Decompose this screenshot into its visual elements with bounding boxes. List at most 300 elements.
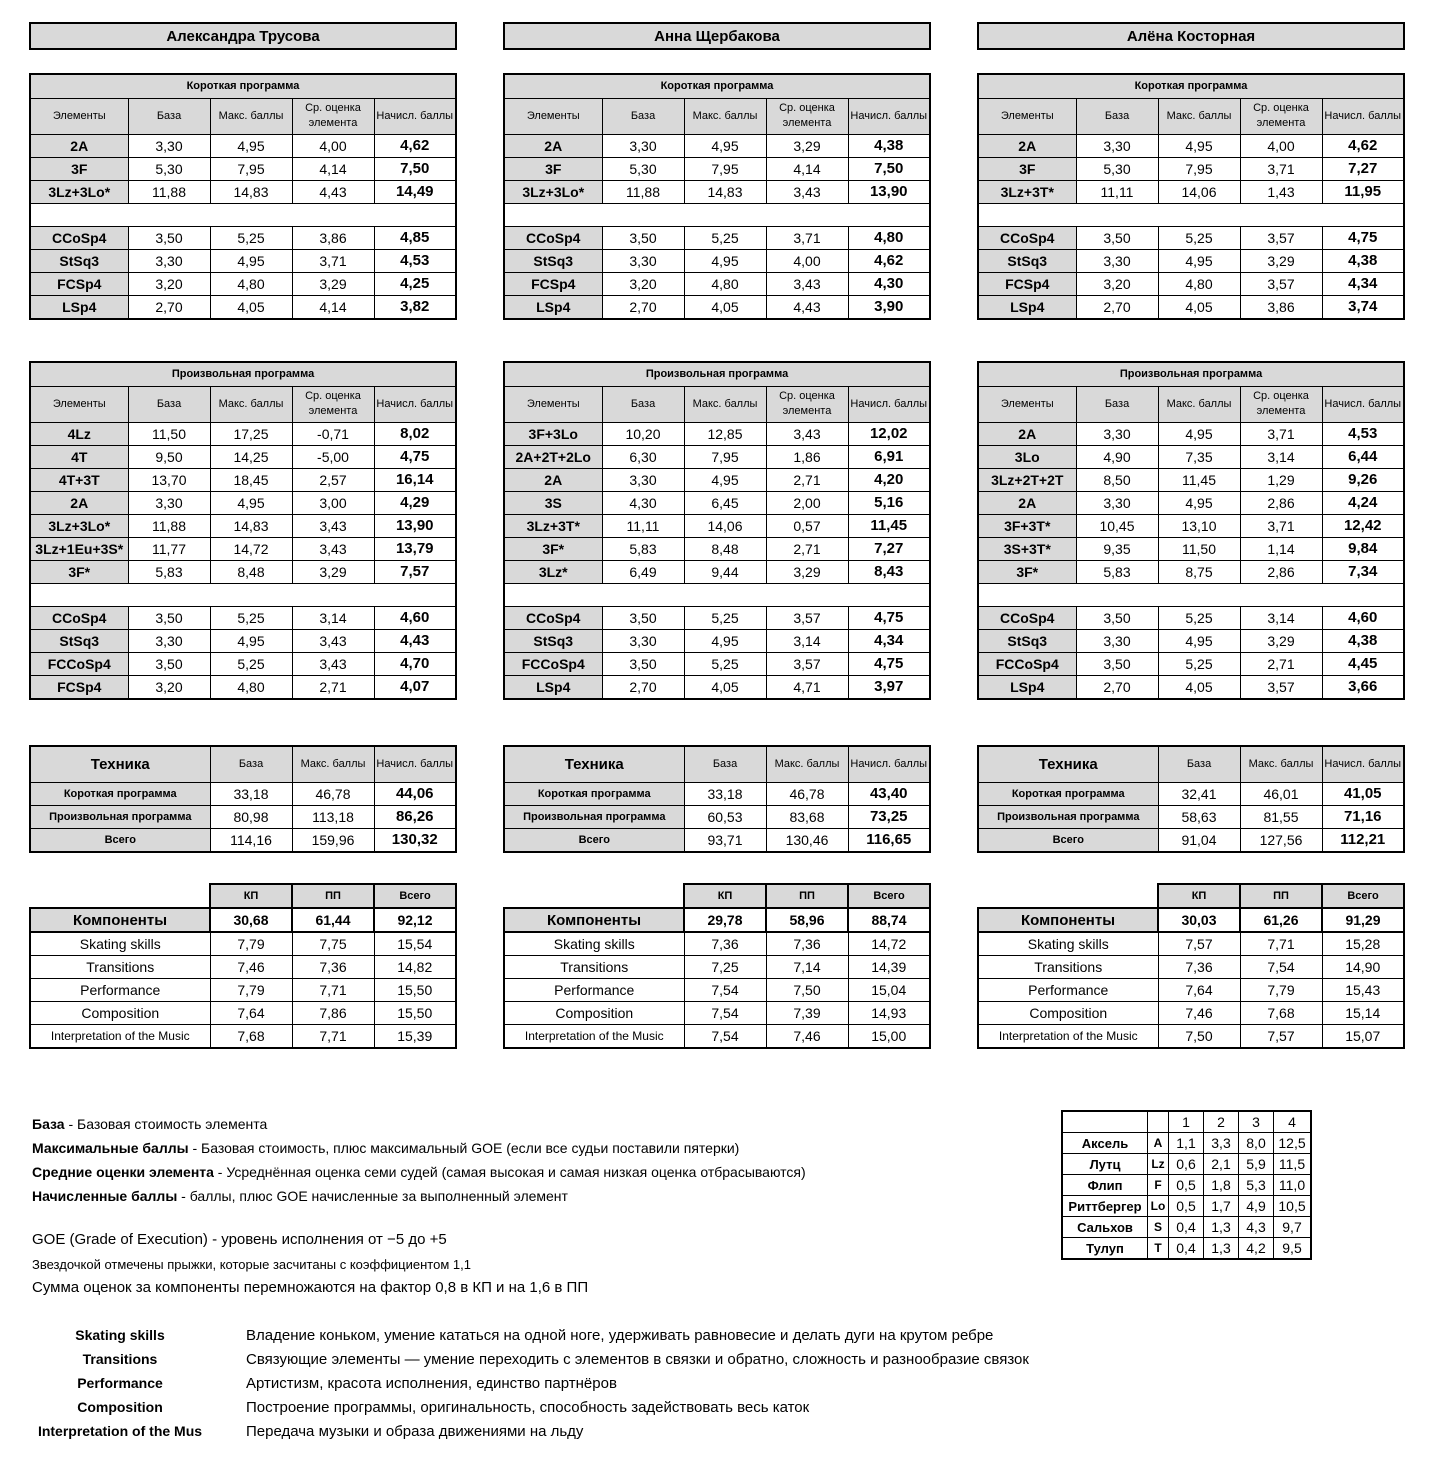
factor-note: Сумма оценок за компоненты перемножаются на фактор 0,8 в КП и на 1,6 в ПП	[32, 1279, 589, 1296]
element-score: 11,95	[1322, 180, 1404, 203]
element-max: 12,85	[684, 422, 766, 445]
col-max-header: Макс. баллы	[210, 386, 292, 422]
col-base-header: База	[684, 746, 766, 782]
col-elements-header: Элементы	[30, 98, 128, 134]
col-score-header: Начисл. баллы	[1322, 746, 1404, 782]
tech-row	[978, 805, 1404, 828]
blank-cell	[1062, 1111, 1148, 1133]
element-base: 3,50	[602, 652, 684, 675]
element-base: 3,20	[602, 272, 684, 295]
component-label: Performance	[30, 979, 210, 1002]
element-row	[30, 295, 456, 319]
element-avg: 1,29	[1240, 468, 1322, 491]
element-score: 4,25	[374, 272, 456, 295]
element-code: StSq3	[504, 629, 602, 652]
element-code: LSp4	[504, 675, 602, 699]
legend-avg: Средние оценки элемента - Усреднённая оценка семи судей (самая высокая и самая низкая оценка отбрасываются)	[32, 1164, 806, 1180]
element-max: 4,80	[1158, 272, 1240, 295]
element-score: 4,53	[1322, 422, 1404, 445]
col-base-header: База	[128, 98, 210, 134]
tech-row	[30, 805, 456, 828]
tech-base: 58,63	[1158, 805, 1240, 828]
element-avg: 3,57	[1240, 226, 1322, 249]
element-score: 7,34	[1322, 560, 1404, 583]
comp-total-all: 88,74	[848, 908, 930, 932]
tech-base: 114,16	[210, 828, 292, 852]
element-avg: 3,14	[1240, 445, 1322, 468]
col-avg-header: Ср. оценка элемента	[292, 98, 374, 134]
jump-base-value: 0,4	[1169, 1238, 1204, 1260]
components-table	[29, 883, 457, 1049]
col-max-header: Макс. баллы	[1158, 98, 1240, 134]
element-max: 4,80	[684, 272, 766, 295]
element-avg: 3,43	[292, 629, 374, 652]
component-fp: 7,14	[766, 956, 848, 979]
tech-label: Всего	[504, 828, 684, 852]
element-base: 3,50	[128, 606, 210, 629]
element-base: 2,70	[128, 295, 210, 319]
element-row	[978, 295, 1404, 319]
components-table	[503, 883, 931, 1049]
col-elements-header: Элементы	[504, 98, 602, 134]
element-code: 2A	[30, 491, 128, 514]
component-fp: 7,71	[1240, 932, 1322, 956]
element-code: LSp4	[978, 675, 1076, 699]
jump-base-value: 1,3	[1204, 1238, 1239, 1260]
element-score: 4,80	[848, 226, 930, 249]
element-score: 8,02	[374, 422, 456, 445]
element-code: 2A+2T+2Lo	[504, 445, 602, 468]
tech-score: 112,21	[1322, 828, 1404, 852]
component-cp: 7,36	[684, 932, 766, 956]
element-base: 5,30	[1076, 157, 1158, 180]
element-max: 4,05	[1158, 295, 1240, 319]
component-total: 15,43	[1322, 979, 1404, 1002]
element-max: 5,25	[1158, 226, 1240, 249]
element-avg: -5,00	[292, 445, 374, 468]
component-cp: 7,54	[684, 1025, 766, 1049]
component-cp: 7,36	[1158, 956, 1240, 979]
element-avg: 4,00	[766, 249, 848, 272]
tech-table	[29, 745, 457, 853]
tech-max: 46,78	[766, 782, 848, 805]
component-row	[504, 932, 930, 956]
element-avg: 2,71	[766, 537, 848, 560]
element-avg: 1,14	[1240, 537, 1322, 560]
component-total: 15,54	[374, 932, 456, 956]
jump-base-value: 11,5	[1274, 1154, 1312, 1175]
element-avg: 3,57	[1240, 272, 1322, 295]
element-row	[978, 606, 1404, 629]
element-avg: 2,71	[1240, 652, 1322, 675]
component-desc	[0, 1423, 1433, 1447]
element-row	[30, 629, 456, 652]
element-base: 6,49	[602, 560, 684, 583]
element-code: StSq3	[30, 249, 128, 272]
element-max: 7,95	[1158, 157, 1240, 180]
element-row	[978, 180, 1404, 203]
element-max: 4,05	[684, 295, 766, 319]
element-max: 4,05	[1158, 675, 1240, 699]
col-base-header: База	[602, 386, 684, 422]
element-code: CCoSp4	[504, 226, 602, 249]
element-score: 4,60	[374, 606, 456, 629]
jump-abbr: S	[1148, 1217, 1169, 1238]
col-avg-header: Ср. оценка элемента	[292, 386, 374, 422]
col-base-header: База	[210, 746, 292, 782]
element-base: 13,70	[128, 468, 210, 491]
rotation-header: 1	[1169, 1111, 1204, 1133]
jump-base-value: 0,4	[1169, 1217, 1204, 1238]
col-max-header: Макс. баллы	[292, 746, 374, 782]
element-row	[30, 468, 456, 491]
element-code: LSp4	[504, 295, 602, 319]
tech-max: 159,96	[292, 828, 374, 852]
component-desc-term: Transitions	[82, 1351, 158, 1367]
component-cp: 7,54	[684, 979, 766, 1002]
element-max: 14,83	[684, 180, 766, 203]
element-base: 4,30	[602, 491, 684, 514]
col-score-header: Начисл. баллы	[848, 746, 930, 782]
element-avg: 2,86	[1240, 491, 1322, 514]
tech-row	[504, 805, 930, 828]
element-row	[978, 226, 1404, 249]
jump-base-value: 1,3	[1204, 1217, 1239, 1238]
component-cp: 7,57	[1158, 932, 1240, 956]
legend	[32, 1112, 806, 1208]
element-code: 3F*	[978, 560, 1076, 583]
component-total: 15,39	[374, 1025, 456, 1049]
component-row	[978, 932, 1404, 956]
element-base: 3,30	[602, 134, 684, 157]
jump-row	[1062, 1133, 1311, 1154]
element-code: FCSp4	[30, 675, 128, 699]
component-cp: 7,64	[1158, 979, 1240, 1002]
element-row	[30, 272, 456, 295]
element-avg: 3,29	[1240, 629, 1322, 652]
separator-row	[504, 203, 930, 226]
component-desc	[0, 1399, 1433, 1423]
short-program-table	[503, 73, 931, 320]
element-row	[978, 468, 1404, 491]
jump-base-value: 0,5	[1169, 1175, 1204, 1196]
col-base-header: База	[1076, 98, 1158, 134]
col-score-header: Начисл. баллы	[1322, 98, 1404, 134]
star-note: Звездочкой отмечены прыжки, которые засчитаны с коэффициентом 1,1	[32, 1257, 471, 1272]
element-avg: 2,86	[1240, 560, 1322, 583]
jump-base-value: 9,7	[1274, 1217, 1312, 1238]
element-max: 5,25	[684, 226, 766, 249]
element-avg: 4,14	[766, 157, 848, 180]
element-avg: 3,71	[1240, 514, 1322, 537]
element-code: 2A	[978, 134, 1076, 157]
program-title: Короткая программа	[978, 74, 1404, 98]
element-base: 3,30	[1076, 629, 1158, 652]
element-score: 4,07	[374, 675, 456, 699]
element-row	[30, 537, 456, 560]
element-base: 3,20	[1076, 272, 1158, 295]
element-base: 3,50	[1076, 652, 1158, 675]
component-cp: 7,68	[210, 1025, 292, 1049]
element-row	[504, 629, 930, 652]
component-label: Skating skills	[504, 932, 684, 956]
element-base: 3,30	[602, 468, 684, 491]
element-score: 7,57	[374, 560, 456, 583]
comp-total-cp: 29,78	[684, 908, 766, 932]
element-code: 2A	[504, 134, 602, 157]
element-score: 9,26	[1322, 468, 1404, 491]
element-base: 10,45	[1076, 514, 1158, 537]
tech-row	[504, 828, 930, 852]
element-max: 11,50	[1158, 537, 1240, 560]
element-score: 9,84	[1322, 537, 1404, 560]
rotation-header: 4	[1274, 1111, 1312, 1133]
element-code: StSq3	[30, 629, 128, 652]
component-total: 15,28	[1322, 932, 1404, 956]
col-elements-header: Элементы	[504, 386, 602, 422]
col-base-header: База	[128, 386, 210, 422]
element-score: 4,45	[1322, 652, 1404, 675]
element-code: 2A	[978, 491, 1076, 514]
blank-cell	[30, 884, 210, 908]
element-row	[504, 295, 930, 319]
component-total: 14,93	[848, 1002, 930, 1025]
component-total: 15,00	[848, 1025, 930, 1049]
component-total: 15,14	[1322, 1002, 1404, 1025]
component-cp: 7,79	[210, 979, 292, 1002]
component-row	[504, 1025, 930, 1049]
tech-base: 93,71	[684, 828, 766, 852]
element-base: 5,83	[1076, 560, 1158, 583]
element-avg: 4,71	[766, 675, 848, 699]
jump-base-value: 8,0	[1239, 1133, 1274, 1154]
element-score: 4,43	[374, 629, 456, 652]
element-code: 4T+3T	[30, 468, 128, 491]
element-score: 4,20	[848, 468, 930, 491]
element-max: 5,25	[1158, 606, 1240, 629]
col-avg-header: Ср. оценка элемента	[766, 98, 848, 134]
component-fp: 7,86	[292, 1002, 374, 1025]
jump-base-value: 5,3	[1239, 1175, 1274, 1196]
element-max: 9,44	[684, 560, 766, 583]
component-cp: 7,25	[684, 956, 766, 979]
element-max: 5,25	[1158, 652, 1240, 675]
component-desc	[0, 1351, 1433, 1375]
component-row	[504, 1002, 930, 1025]
component-row	[978, 1002, 1404, 1025]
jump-name: Флип	[1062, 1175, 1148, 1196]
element-code: LSp4	[30, 295, 128, 319]
element-base: 3,20	[128, 675, 210, 699]
element-row	[30, 249, 456, 272]
element-score: 13,90	[848, 180, 930, 203]
element-code: StSq3	[978, 249, 1076, 272]
jump-name: Тулуп	[1062, 1238, 1148, 1260]
element-base: 3,30	[128, 491, 210, 514]
element-avg: 3,14	[292, 606, 374, 629]
component-row	[30, 956, 456, 979]
jump-row	[1062, 1196, 1311, 1217]
element-max: 4,95	[1158, 134, 1240, 157]
element-code: 2A	[30, 134, 128, 157]
free-program-table	[977, 361, 1405, 700]
element-score: 11,45	[848, 514, 930, 537]
comp-total-cp: 30,03	[1158, 908, 1240, 932]
element-score: 12,42	[1322, 514, 1404, 537]
element-avg: 3,43	[292, 652, 374, 675]
element-code: 3Lz+3T*	[504, 514, 602, 537]
tech-score: 71,16	[1322, 805, 1404, 828]
element-base: 3,50	[602, 226, 684, 249]
component-total: 14,82	[374, 956, 456, 979]
goe-note: GOE (Grade of Execution) - уровень исполнения от −5 до +5	[32, 1231, 447, 1248]
element-avg: 3,29	[766, 134, 848, 157]
element-row	[978, 134, 1404, 157]
element-max: 14,06	[684, 514, 766, 537]
component-desc-text: Связующие элементы — умение переходить с элементов в связки и обратно, сложность и разнообразие связок	[246, 1351, 1029, 1368]
element-max: 4,95	[210, 249, 292, 272]
tech-label: Произвольная программа	[504, 805, 684, 828]
element-row	[504, 606, 930, 629]
element-row	[30, 226, 456, 249]
element-base: 3,50	[1076, 606, 1158, 629]
components-table	[977, 883, 1405, 1049]
tech-label: Произвольная программа	[30, 805, 210, 828]
element-max: 14,83	[210, 514, 292, 537]
jump-row	[1062, 1217, 1311, 1238]
element-row	[504, 134, 930, 157]
element-max: 5,25	[684, 606, 766, 629]
element-code: 3Lz+3Lo*	[30, 180, 128, 203]
jump-base-value: 1,7	[1204, 1196, 1239, 1217]
col-score-header: Начисл. баллы	[374, 746, 456, 782]
element-base: 2,70	[602, 295, 684, 319]
col-avg-header: Ср. оценка элемента	[1240, 386, 1322, 422]
element-max: 11,45	[1158, 468, 1240, 491]
comp-total-cp: 30,68	[210, 908, 292, 932]
component-row	[978, 979, 1404, 1002]
component-label: Composition	[30, 1002, 210, 1025]
element-base: 5,83	[128, 560, 210, 583]
component-label: Skating skills	[30, 932, 210, 956]
jump-base-value: 4,2	[1239, 1238, 1274, 1260]
element-base: 5,30	[128, 157, 210, 180]
element-avg: 4,00	[1240, 134, 1322, 157]
component-total: 14,39	[848, 956, 930, 979]
components-title: Компоненты	[978, 908, 1158, 932]
element-row	[504, 445, 930, 468]
element-max: 14,72	[210, 537, 292, 560]
tech-max: 46,01	[1240, 782, 1322, 805]
element-score: 4,34	[848, 629, 930, 652]
legend-max: Максимальные баллы - Базовая стоимость, плюс максимальный GOE (если все судьи поставили пятерки)	[32, 1140, 740, 1156]
element-max: 5,25	[210, 226, 292, 249]
legend-base: База - Базовая стоимость элемента	[32, 1116, 268, 1132]
jump-abbr: Lo	[1148, 1196, 1169, 1217]
components-title: Компоненты	[504, 908, 684, 932]
element-avg: 3,86	[1240, 295, 1322, 319]
element-code: 2A	[504, 468, 602, 491]
element-code: 3Lz+3Lo*	[504, 180, 602, 203]
element-avg: 3,57	[1240, 675, 1322, 699]
component-desc-text: Передача музыки и образа движениями на льду	[246, 1423, 584, 1440]
jump-base-value: 0,5	[1169, 1196, 1204, 1217]
element-row	[504, 652, 930, 675]
component-cp: 7,46	[210, 956, 292, 979]
component-row	[978, 1025, 1404, 1049]
col-total-header: Всего	[374, 884, 456, 908]
separator-row	[978, 583, 1404, 606]
jump-base-value: 12,5	[1274, 1133, 1312, 1154]
tech-score: 86,26	[374, 805, 456, 828]
tech-row	[30, 782, 456, 805]
rotation-header: 3	[1239, 1111, 1274, 1133]
component-fp: 7,36	[292, 956, 374, 979]
element-avg: 2,57	[292, 468, 374, 491]
element-base: 5,83	[602, 537, 684, 560]
element-row	[504, 675, 930, 699]
element-base: 3,30	[602, 629, 684, 652]
element-max: 7,35	[1158, 445, 1240, 468]
col-avg-header: Ср. оценка элемента	[1240, 98, 1322, 134]
jump-base-value: 11,0	[1274, 1175, 1312, 1196]
jump-base-value: 9,5	[1274, 1238, 1312, 1260]
jump-base-value: 3,3	[1204, 1133, 1239, 1154]
element-avg: 3,71	[1240, 422, 1322, 445]
col-fp-header: ПП	[766, 884, 848, 908]
element-max: 4,95	[1158, 422, 1240, 445]
component-label: Transitions	[978, 956, 1158, 979]
col-base-header: База	[1076, 386, 1158, 422]
col-max-header: Макс. баллы	[684, 386, 766, 422]
element-row	[978, 249, 1404, 272]
skater-name: Алёна Косторная	[977, 22, 1405, 50]
element-row	[504, 514, 930, 537]
element-score: 4,75	[374, 445, 456, 468]
col-max-header: Макс. баллы	[1240, 746, 1322, 782]
element-max: 4,95	[210, 134, 292, 157]
tech-row	[978, 828, 1404, 852]
element-base: 9,35	[1076, 537, 1158, 560]
element-row	[978, 514, 1404, 537]
element-base: 3,50	[1076, 226, 1158, 249]
component-fp: 7,75	[292, 932, 374, 956]
component-fp: 7,36	[766, 932, 848, 956]
program-title: Короткая программа	[504, 74, 930, 98]
element-row	[978, 537, 1404, 560]
element-score: 13,90	[374, 514, 456, 537]
element-row	[978, 272, 1404, 295]
element-score: 3,97	[848, 675, 930, 699]
jump-abbr: F	[1148, 1175, 1169, 1196]
element-avg: 3,86	[292, 226, 374, 249]
element-base: 3,30	[602, 249, 684, 272]
element-code: 3F*	[504, 537, 602, 560]
legend-score: Начисленные баллы - баллы, плюс GOE начисленные за выполненный элемент	[32, 1188, 568, 1204]
element-max: 4,95	[684, 249, 766, 272]
component-fp: 7,54	[1240, 956, 1322, 979]
jump-abbr: A	[1148, 1133, 1169, 1154]
jump-base-value: 2,1	[1204, 1154, 1239, 1175]
element-base: 11,11	[1076, 180, 1158, 203]
element-base: 11,50	[128, 422, 210, 445]
element-row	[30, 422, 456, 445]
tech-base: 33,18	[210, 782, 292, 805]
element-base: 8,50	[1076, 468, 1158, 491]
element-max: 4,95	[1158, 629, 1240, 652]
component-label: Interpretation of the Music	[504, 1025, 684, 1049]
element-max: 4,05	[210, 295, 292, 319]
